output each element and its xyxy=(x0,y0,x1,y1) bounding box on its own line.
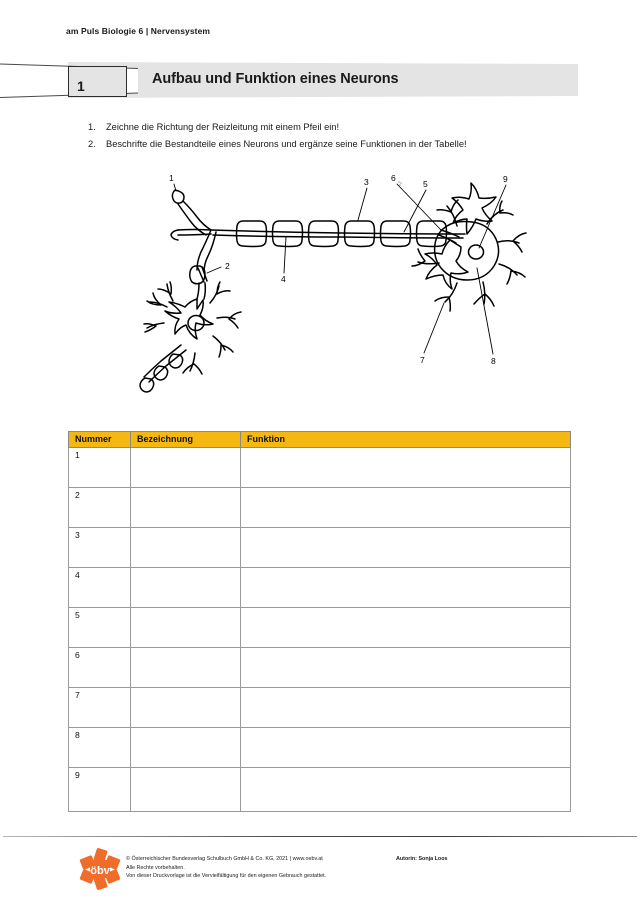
oebv-logo-icon xyxy=(78,847,122,891)
table-head xyxy=(69,432,571,448)
column-header-bezeichnung: Bezeichnung xyxy=(131,432,241,448)
column-header-funktion: Funktion xyxy=(241,432,571,448)
table-row xyxy=(69,568,571,608)
instruction-list xyxy=(88,119,568,153)
cell-funktion[interactable] xyxy=(241,448,571,488)
table-header-row xyxy=(69,432,571,448)
cell-bezeichnung[interactable] xyxy=(131,568,241,608)
callout-1: 1 xyxy=(169,173,174,183)
running-head: am Puls Biologie 6 | Nervensystem xyxy=(66,26,211,36)
answer-table xyxy=(68,431,571,812)
cell-nummer: 5 xyxy=(69,608,131,648)
cell-funktion[interactable] xyxy=(241,648,571,688)
cell-funktion[interactable] xyxy=(241,688,571,728)
cell-funktion[interactable] xyxy=(241,728,571,768)
copyright-line-1: © Österreichischer Bundesverlag Schulbuch GmbH & Co. KG, 2021 | www.oebv.at xyxy=(126,856,323,862)
list-item xyxy=(88,136,568,153)
copyright-line-2: Alle Rechte vorbehalten. xyxy=(126,864,185,871)
cell-bezeichnung[interactable] xyxy=(131,688,241,728)
cell-nummer: 8 xyxy=(69,728,131,768)
neuron-diagram xyxy=(95,168,555,403)
copyright-block xyxy=(126,855,326,881)
cell-bezeichnung[interactable] xyxy=(131,768,241,812)
cell-funktion[interactable] xyxy=(241,768,571,812)
table-row xyxy=(69,448,571,488)
cell-funktion[interactable] xyxy=(241,488,571,528)
table-row xyxy=(69,608,571,648)
instruction-number: 1. xyxy=(88,122,96,132)
cell-nummer: 1 xyxy=(69,448,131,488)
table-row xyxy=(69,528,571,568)
cell-funktion[interactable] xyxy=(241,528,571,568)
instruction-number: 2. xyxy=(88,139,96,149)
cell-bezeichnung[interactable] xyxy=(131,488,241,528)
title-band xyxy=(0,60,640,102)
callout-3: 3 xyxy=(364,177,369,187)
cell-funktion[interactable] xyxy=(241,568,571,608)
cell-bezeichnung[interactable] xyxy=(131,448,241,488)
table-row xyxy=(69,648,571,688)
callout-7: 7 xyxy=(420,355,425,365)
cell-nummer: 4 xyxy=(69,568,131,608)
column-header-nummer: Nummer xyxy=(69,432,131,448)
cell-nummer: 2 xyxy=(69,488,131,528)
cell-nummer: 9 xyxy=(69,768,131,812)
cell-bezeichnung[interactable] xyxy=(131,648,241,688)
callout-9: 9 xyxy=(503,174,508,184)
cell-bezeichnung[interactable] xyxy=(131,608,241,648)
instruction-text: Zeichne die Richtung der Reizleitung mit einem Pfeil ein! xyxy=(106,122,340,132)
instruction-text: Beschrifte die Bestandteile eines Neurons und ergänze seine Funktionen in der Tabelle! xyxy=(106,139,467,149)
list-item xyxy=(88,119,568,136)
table-row xyxy=(69,768,571,812)
callout-5: 5 xyxy=(423,179,428,189)
callout-6: 6 xyxy=(391,173,396,183)
table-row xyxy=(69,728,571,768)
copyright-line-3: Von dieser Druckvorlage ist die Vervielfältigung für den eigenen Gebrauch gestattet. xyxy=(126,873,327,880)
page-title: Aufbau und Funktion eines Neurons xyxy=(152,71,399,87)
oebv-logo-text: öbv xyxy=(90,865,110,877)
cell-nummer: 7 xyxy=(69,688,131,728)
author-credit: Autorin: Sonja Loos xyxy=(396,856,448,862)
callout-4: 4 xyxy=(281,274,286,284)
cell-funktion[interactable] xyxy=(241,608,571,648)
footer-divider xyxy=(3,836,637,837)
cell-bezeichnung[interactable] xyxy=(131,728,241,768)
callout-2: 2 xyxy=(225,261,230,271)
table-row xyxy=(69,488,571,528)
callout-8: 8 xyxy=(491,356,496,366)
answer-table-container xyxy=(68,431,570,812)
cell-nummer: 3 xyxy=(69,528,131,568)
table-body xyxy=(69,448,571,812)
exercise-number: 1 xyxy=(77,77,85,94)
cell-bezeichnung[interactable] xyxy=(131,528,241,568)
cell-nummer: 6 xyxy=(69,648,131,688)
exercise-number-box xyxy=(68,66,127,97)
table-row xyxy=(69,688,571,728)
